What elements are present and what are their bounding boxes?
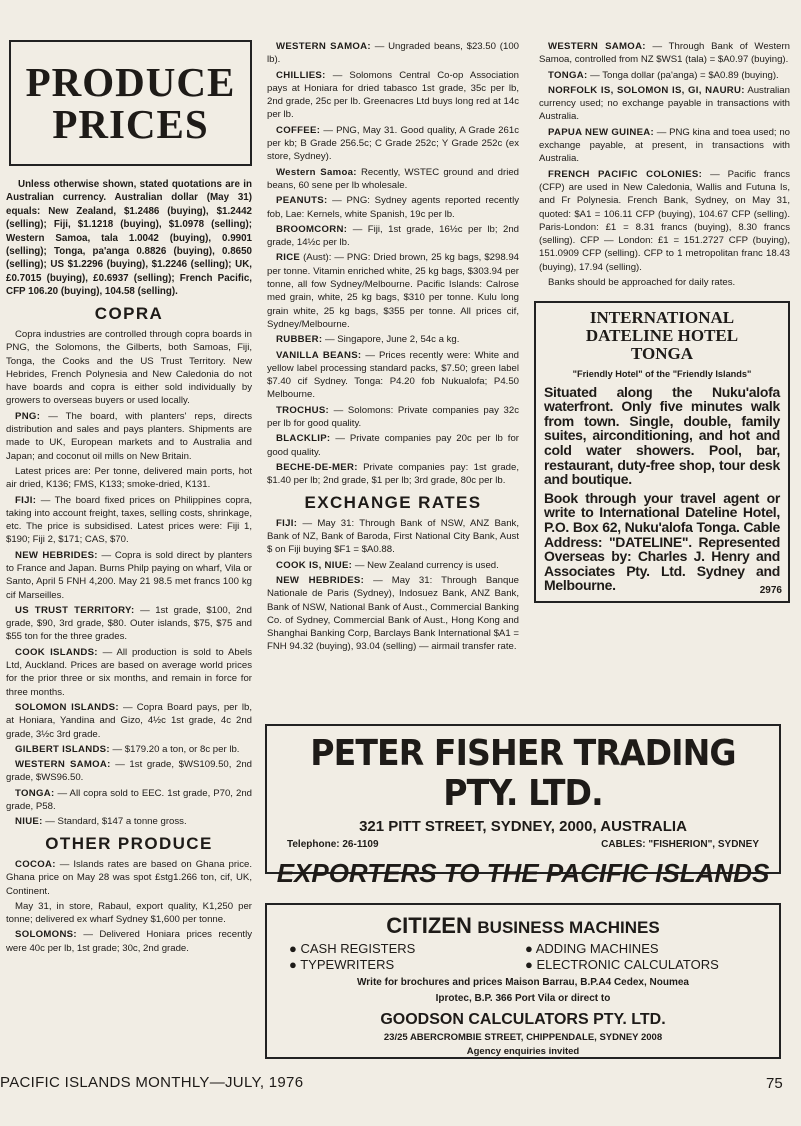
entry-text: Latest prices are: Per tonne, delivered main ports, hot air dried, K136; FMS, K133; smoke-dried, K131.	[6, 465, 252, 491]
entry-lead: BLACKLIP:	[276, 433, 331, 445]
entry-paragraph	[6, 494, 252, 547]
entry-paragraph	[267, 166, 519, 193]
entry-lead: CHILLIES:	[276, 69, 326, 81]
hotel-name-2: DATELINE HOTEL	[585, 326, 739, 346]
entry-text: — PNG kina and toea used; no exchange payable, at present, in transactions with Australia.	[539, 126, 790, 165]
entry-paragraph	[539, 168, 790, 274]
entry-lead: NORFOLK IS, SOLOMON IS, GI, NAURU:	[548, 84, 745, 96]
entry-text: — PNG: Sydney agents reported recently fob, Lae: Kernels, white Spanish, 19c per lb.	[267, 195, 519, 220]
entry-text: — PNG, May 31. Good quality, A Grade 261c per kb; B Grade 256.5c; C Grade 252c; Y Grade 252c (ex store, Sydney).	[267, 124, 519, 163]
entry-paragraph	[6, 900, 252, 927]
entry-lead: FIJI:	[276, 517, 298, 529]
entry-text: Recently, WSTEC ground and dried beans, 60 sene per lb wholesale.	[267, 166, 519, 191]
fisher-company-name: PETER FISHER TRADING PTY. LTD.	[310, 733, 736, 814]
entry-paragraph	[267, 40, 519, 67]
entry-paragraph	[6, 815, 252, 828]
fisher-address: 321 PITT STREET, SYDNEY, 2000, AUSTRALIA	[359, 818, 687, 835]
fisher-phone: Telephone: 26-1109	[287, 839, 379, 850]
entry-lead: TROCHUS:	[276, 404, 330, 416]
entry-text: — Tonga dollar (pa'anga) = $A0.89 (buying).	[587, 69, 779, 81]
entry-lead: BROOMCORN:	[276, 223, 348, 235]
entry-lead: WESTERN SAMOA:	[15, 759, 111, 771]
citizen-product: ● ELECTRONIC CALCULATORS	[525, 957, 719, 972]
entry-text: — Pacific francs (CFP) are used in New Caledonia, Wallis and Futuna Is, and Fr Polynesia. French Bank, Sydney, on May 31, quoted: $A1 = 106.11 CFP (buying), 104.67 CFP (selling). Paris-London: £1 = 8.31 francs (buying), 8.30 francs (selling). CFP — London: £1 = 151.2727 CFP (buying), 151.0909 CFP (selling). CFP to 1 metropolitan franc 18.43 (buying), 17.94 (selling).	[539, 168, 790, 273]
entry-text: (Aust): — PNG: Dried brown, 25 kg bags, $298.94 per tonne. Vitamin enriched white, 25 kg bags, $303.94 per tonne, all fow Sydney/Melbourne. Pacific Islands: Calrose med grain, white, 25 kg bags, $310 per tonne. Kulu long grain white, 25 kg bags, $355 per tonne. All prices cif, Sydney/Melbourne.	[267, 252, 519, 330]
other-produce-list	[6, 858, 252, 955]
entry-paragraph	[539, 126, 790, 166]
entry-text: — $179.20 a ton, or 8c per lb.	[109, 743, 240, 755]
entry-text: — Standard, $147 a tonne gross.	[42, 816, 187, 828]
entry-lead: COOK IS, NIUE:	[276, 559, 353, 571]
entry-text: — Singapore, June 2, 54c a kg.	[322, 334, 460, 346]
entry-paragraph	[267, 461, 519, 488]
entry-text: — Ungraded beans, $23.50 (100 lb).	[267, 41, 519, 66]
page-title-line2: PRICES	[52, 101, 209, 147]
citizen-product: ● TYPEWRITERS	[289, 957, 395, 972]
entry-text: — Solomons: Private companies pay 32c per lb for good quality.	[267, 404, 519, 430]
entry-text: — Through Bank of Western Samoa, controlled from NZ $WS1 (tala) = $A0.97 (buying).	[539, 41, 790, 66]
entry-lead: PAPUA NEW GUINEA:	[548, 126, 654, 138]
entry-lead: RICE	[276, 252, 301, 264]
entry-text: — Private companies pay 20c per lb for good quality.	[267, 433, 519, 458]
entry-text: — Delivered Honiara prices recently were 40c per lb, 1st grade; 30c, 2nd grade.	[6, 929, 252, 954]
bullet-icon: ●	[525, 957, 537, 972]
entry-text: — Copra is sold direct by planters to France and Japan. Burns Philp paying on wharf, Vila or Santo, April 5 FNH 4,200. May 21 98.5 met francs 100 kg cif Marseilles.	[6, 549, 253, 601]
entry-text: — The board, with planters' reps, directs distribution and sales and pays planters. Shipments are made to UK, European markets and to Australia and Japan; and coconut oil mills on New Britain.	[6, 410, 252, 462]
exchange-list-continued	[539, 40, 790, 289]
bullet-icon: ●	[289, 941, 301, 956]
citizen-heading	[267, 913, 779, 939]
entry-lead: WESTERN SAMOA:	[548, 41, 646, 52]
entry-lead: TONGA:	[548, 69, 588, 81]
citizen-product-list	[267, 941, 779, 973]
column-3	[539, 40, 790, 603]
entry-paragraph	[6, 646, 252, 699]
entry-lead: WESTERN SAMOA:	[276, 41, 371, 52]
hotel-description: Situated along the Nuku'alofa waterfront. Only five minutes walk from town. Single, double, family suites, airconditioning, and hot and cold water showers. Pool, bar, restaurant, duty-free shop, tour desk and boutique.	[544, 383, 780, 488]
entry-paragraph	[6, 604, 252, 644]
entry-lead: NIUE:	[15, 816, 43, 828]
entry-text: Copra industries are controlled through copra boards in PNG, the Solomons, the Gilberts, both Samoas, Fiji, Tonga, the Cooks and the US Trust Territory. New Hebrides, French Polynesia and New Caledonia do not have boards and copra is either sold individually by growers to overseas buyers or used locally.	[6, 328, 252, 407]
title-box	[9, 40, 252, 166]
entry-text: — Solomons Central Co-op Association pays at Honiara for dried tabasco 1st grade, 35c per lb, 2nd grade, 25c per lb. Greenacres Ltd buys long red at 14c per lb.	[267, 69, 519, 121]
entry-paragraph	[267, 559, 519, 572]
entry-text: — May 31: Through Bank of NSW, ANZ Bank, Bank of NZ, Bank of Baroda, First National City Bank, Aust $ on Fiji buying $F1 = $A0.88.	[267, 517, 519, 556]
entry-paragraph	[267, 223, 519, 250]
entry-paragraph	[267, 432, 519, 459]
entry-paragraph	[267, 349, 519, 402]
entry-lead: SOLOMON ISLANDS:	[15, 701, 119, 713]
hotel-name-3: TONGA	[630, 344, 694, 364]
hotel-name-1: INTERNATIONAL	[589, 308, 735, 328]
citizen-write-line-1: Write for brochures and prices Maison Barrau, B.P.A4 Cedex, Noumea	[357, 977, 689, 988]
entry-paragraph	[267, 517, 519, 557]
entry-text: Australian currency used; no exchange payable in transactions with Australia.	[539, 84, 790, 123]
copra-heading: COPRA	[94, 303, 164, 323]
entry-paragraph	[267, 404, 519, 431]
entry-paragraph	[6, 758, 252, 785]
entry-paragraph	[6, 928, 252, 955]
page-title-line1: PRODUCE	[25, 59, 236, 105]
copra-list	[6, 328, 252, 829]
entry-text: — All production is sold to Abels Ltd, Auckland. Prices are based on average world prices for the prior three or six months, and remain in force for three months.	[6, 646, 252, 698]
entry-text: — Fiji, 1st grade, 16½c per lb; 2nd grade, 14½c per lb.	[267, 223, 519, 249]
entry-paragraph	[6, 549, 252, 602]
hotel-tagline: "Friendly Hotel" of the "Friendly Islands"	[572, 369, 752, 380]
exchange-list	[267, 517, 519, 654]
entry-paragraph	[267, 69, 519, 122]
entry-text: — All copra sold to EEC. 1st grade, P70, 2nd grade, P58.	[6, 787, 252, 813]
entry-paragraph	[6, 787, 252, 814]
entry-paragraph	[539, 84, 790, 124]
entry-paragraph	[267, 574, 519, 654]
bullet-icon: ●	[525, 941, 536, 956]
fisher-slogan: EXPORTERS TO THE PACIFIC ISLANDS	[276, 858, 770, 888]
goodson-enquiries: Agency enquiries invited	[466, 1046, 580, 1057]
entry-lead: FRENCH PACIFIC COLONIES:	[548, 168, 703, 180]
entry-lead: PEANUTS:	[276, 195, 328, 207]
entry-text: — May 31: Through Banque Nationale de Paris (Sydney), Indosuez Bank, ANZ Bank, Bank of NSW, National Bank of Aust., Commercial Banking Co. of Sydney, Commercial Bank of Aust., Hong Kong and Shanghai Banking Corp, Barclays Bank International $A1 = FNH 94.32 (buying), 93.04 (selling) — airmail transfer rate.	[267, 574, 519, 653]
entry-lead: VANILLA BEANS:	[276, 349, 362, 361]
entry-text: — Prices recently were: White and yellow label processing standard packs, $7.50; green label $7.40 cif Sydney. Tonga: P4.20 fob Nukualofa; P4.50 Melbourne.	[267, 349, 519, 401]
entry-paragraph	[6, 701, 252, 741]
goodson-street: 23/25 ABERCROMBIE STREET, CHIPPENDALE, SYDNEY 2008	[383, 1032, 663, 1043]
entry-text: — The board fixed prices on Philippines copra, taking into account freight, taxes, selling costs, shrinkage, etc. The price is subsidised. Latest prices were: Fiji 1, $190; Fiji 2, $171; CAS, $70.	[6, 494, 252, 546]
goodson-company: GOODSON CALCULATORS PTY. LTD.	[380, 1011, 666, 1028]
entry-lead: COOK ISLANDS:	[15, 646, 98, 658]
entry-text: Private companies pay: 1st grade, $1.40 per lb; 2nd grade, $1 per lb; 3rd grade, 80c per lb.	[267, 461, 519, 487]
hotel-advert	[534, 301, 790, 603]
entry-lead: TONGA:	[15, 787, 55, 799]
citizen-write-line-2: Iprotec, B.P. 366 Port Vila or direct to	[435, 993, 611, 1004]
entry-paragraph	[6, 410, 252, 463]
citizen-product: ● CASH REGISTERS	[289, 941, 416, 956]
entry-paragraph	[539, 276, 790, 289]
entry-paragraph	[539, 69, 790, 82]
other-produce-list-continued	[267, 40, 519, 488]
entry-lead: SOLOMONS:	[15, 929, 77, 941]
citizen-brand-rest: BUSINESS MACHINES	[477, 918, 660, 937]
hotel-booking: Book through your travel agent or write to International Dateline Hotel, P.O. Box 62, Nuku'alofa Tonga. Cable Address: "DATELINE". Represented Overseas by: Charles J. Henry and Associates Pty. Ltd. Sydney and Melbourne.	[544, 489, 780, 594]
intro-text: Unless otherwise shown, stated quotations are in Australian currency. Australian dollar (May 31) equals: New Zealand, $1.2486 (buying), $1.2442 (selling); Fiji, $1.1218 (buying), $1.0978 (selling); Western Samoa, tala 1.0042 (buying), 0.9901 (selling); Tonga, pa'anga 0.8826 (buying), 0.8650 (selling); US $1.2296 (buying), $1.2246 (selling); UK, £0.7015 (buying), £0.6937 (selling); French Pacific, CFP 106.20 (buying), 104.58 (selling).	[6, 179, 252, 298]
entry-paragraph	[6, 465, 252, 492]
entry-paragraph	[267, 251, 519, 331]
footer-publication: PACIFIC ISLANDS MONTHLY—JULY, 1976	[0, 1074, 304, 1091]
entry-text: — Islands rates are based on Ghana price. Ghana price on May 28 was spot £stg1.266 ton, cif, UK, Continent.	[6, 858, 252, 897]
entry-paragraph	[267, 333, 519, 346]
entry-text: Banks should be approached for daily rates.	[548, 277, 736, 289]
column-2	[267, 40, 519, 656]
entry-text: May 31, in store, Rabaul, export quality, K1,250 per tonne; delivered ex wharf Sydney $1,600 per tonne.	[6, 900, 252, 926]
entry-text: — 1st grade, $WS109.50, 2nd grade, $WS96.50.	[6, 759, 252, 784]
citizen-brand: CITIZEN	[386, 913, 472, 938]
entry-lead: RUBBER:	[276, 334, 323, 346]
fisher-cables: CABLES: "FISHERION", SYDNEY	[601, 839, 759, 850]
entry-lead: PNG:	[15, 410, 41, 422]
entry-lead: Western Samoa:	[276, 166, 357, 178]
bullet-icon: ●	[289, 957, 301, 972]
entry-lead: COFFEE:	[276, 124, 321, 136]
entry-paragraph	[267, 194, 519, 221]
entry-text: — New Zealand currency is used.	[352, 559, 499, 571]
entry-paragraph	[6, 328, 252, 408]
entry-lead: NEW HEBRIDES:	[276, 574, 365, 586]
entry-paragraph	[539, 40, 790, 67]
entry-text: — Copra Board pays, per lb, at Honiara, Yandina and Gizo, 4½c 1st grade, 4c 2nd grade, 3½c 3rd grade.	[6, 701, 252, 740]
entry-text: — 1st grade, $100, 2nd grade, $90, 3rd grade, $80. Outer islands, $75, $75 and $55 ton for the three grades.	[6, 604, 252, 643]
citizen-product: ● ADDING MACHINES	[525, 941, 659, 956]
hotel-ad-ref: 2976	[759, 584, 782, 596]
entry-paragraph	[6, 743, 252, 756]
fisher-advert	[265, 724, 781, 888]
entry-lead: FIJI:	[15, 494, 37, 506]
entry-lead: GILBERT ISLANDS:	[15, 743, 110, 755]
entry-paragraph	[267, 124, 519, 164]
page-number: 75	[766, 1075, 783, 1092]
entry-lead: US TRUST TERRITORY:	[15, 604, 135, 616]
other-produce-heading: OTHER PRODUCE	[45, 833, 213, 853]
exchange-heading: EXCHANGE RATES	[304, 492, 482, 512]
entry-lead: COCOA:	[15, 858, 56, 870]
entry-lead: NEW HEBRIDES:	[15, 549, 98, 561]
entry-paragraph	[6, 858, 252, 898]
entry-lead: BECHE-DE-MER:	[276, 461, 358, 473]
column-1	[6, 40, 252, 957]
citizen-advert	[265, 903, 781, 1059]
